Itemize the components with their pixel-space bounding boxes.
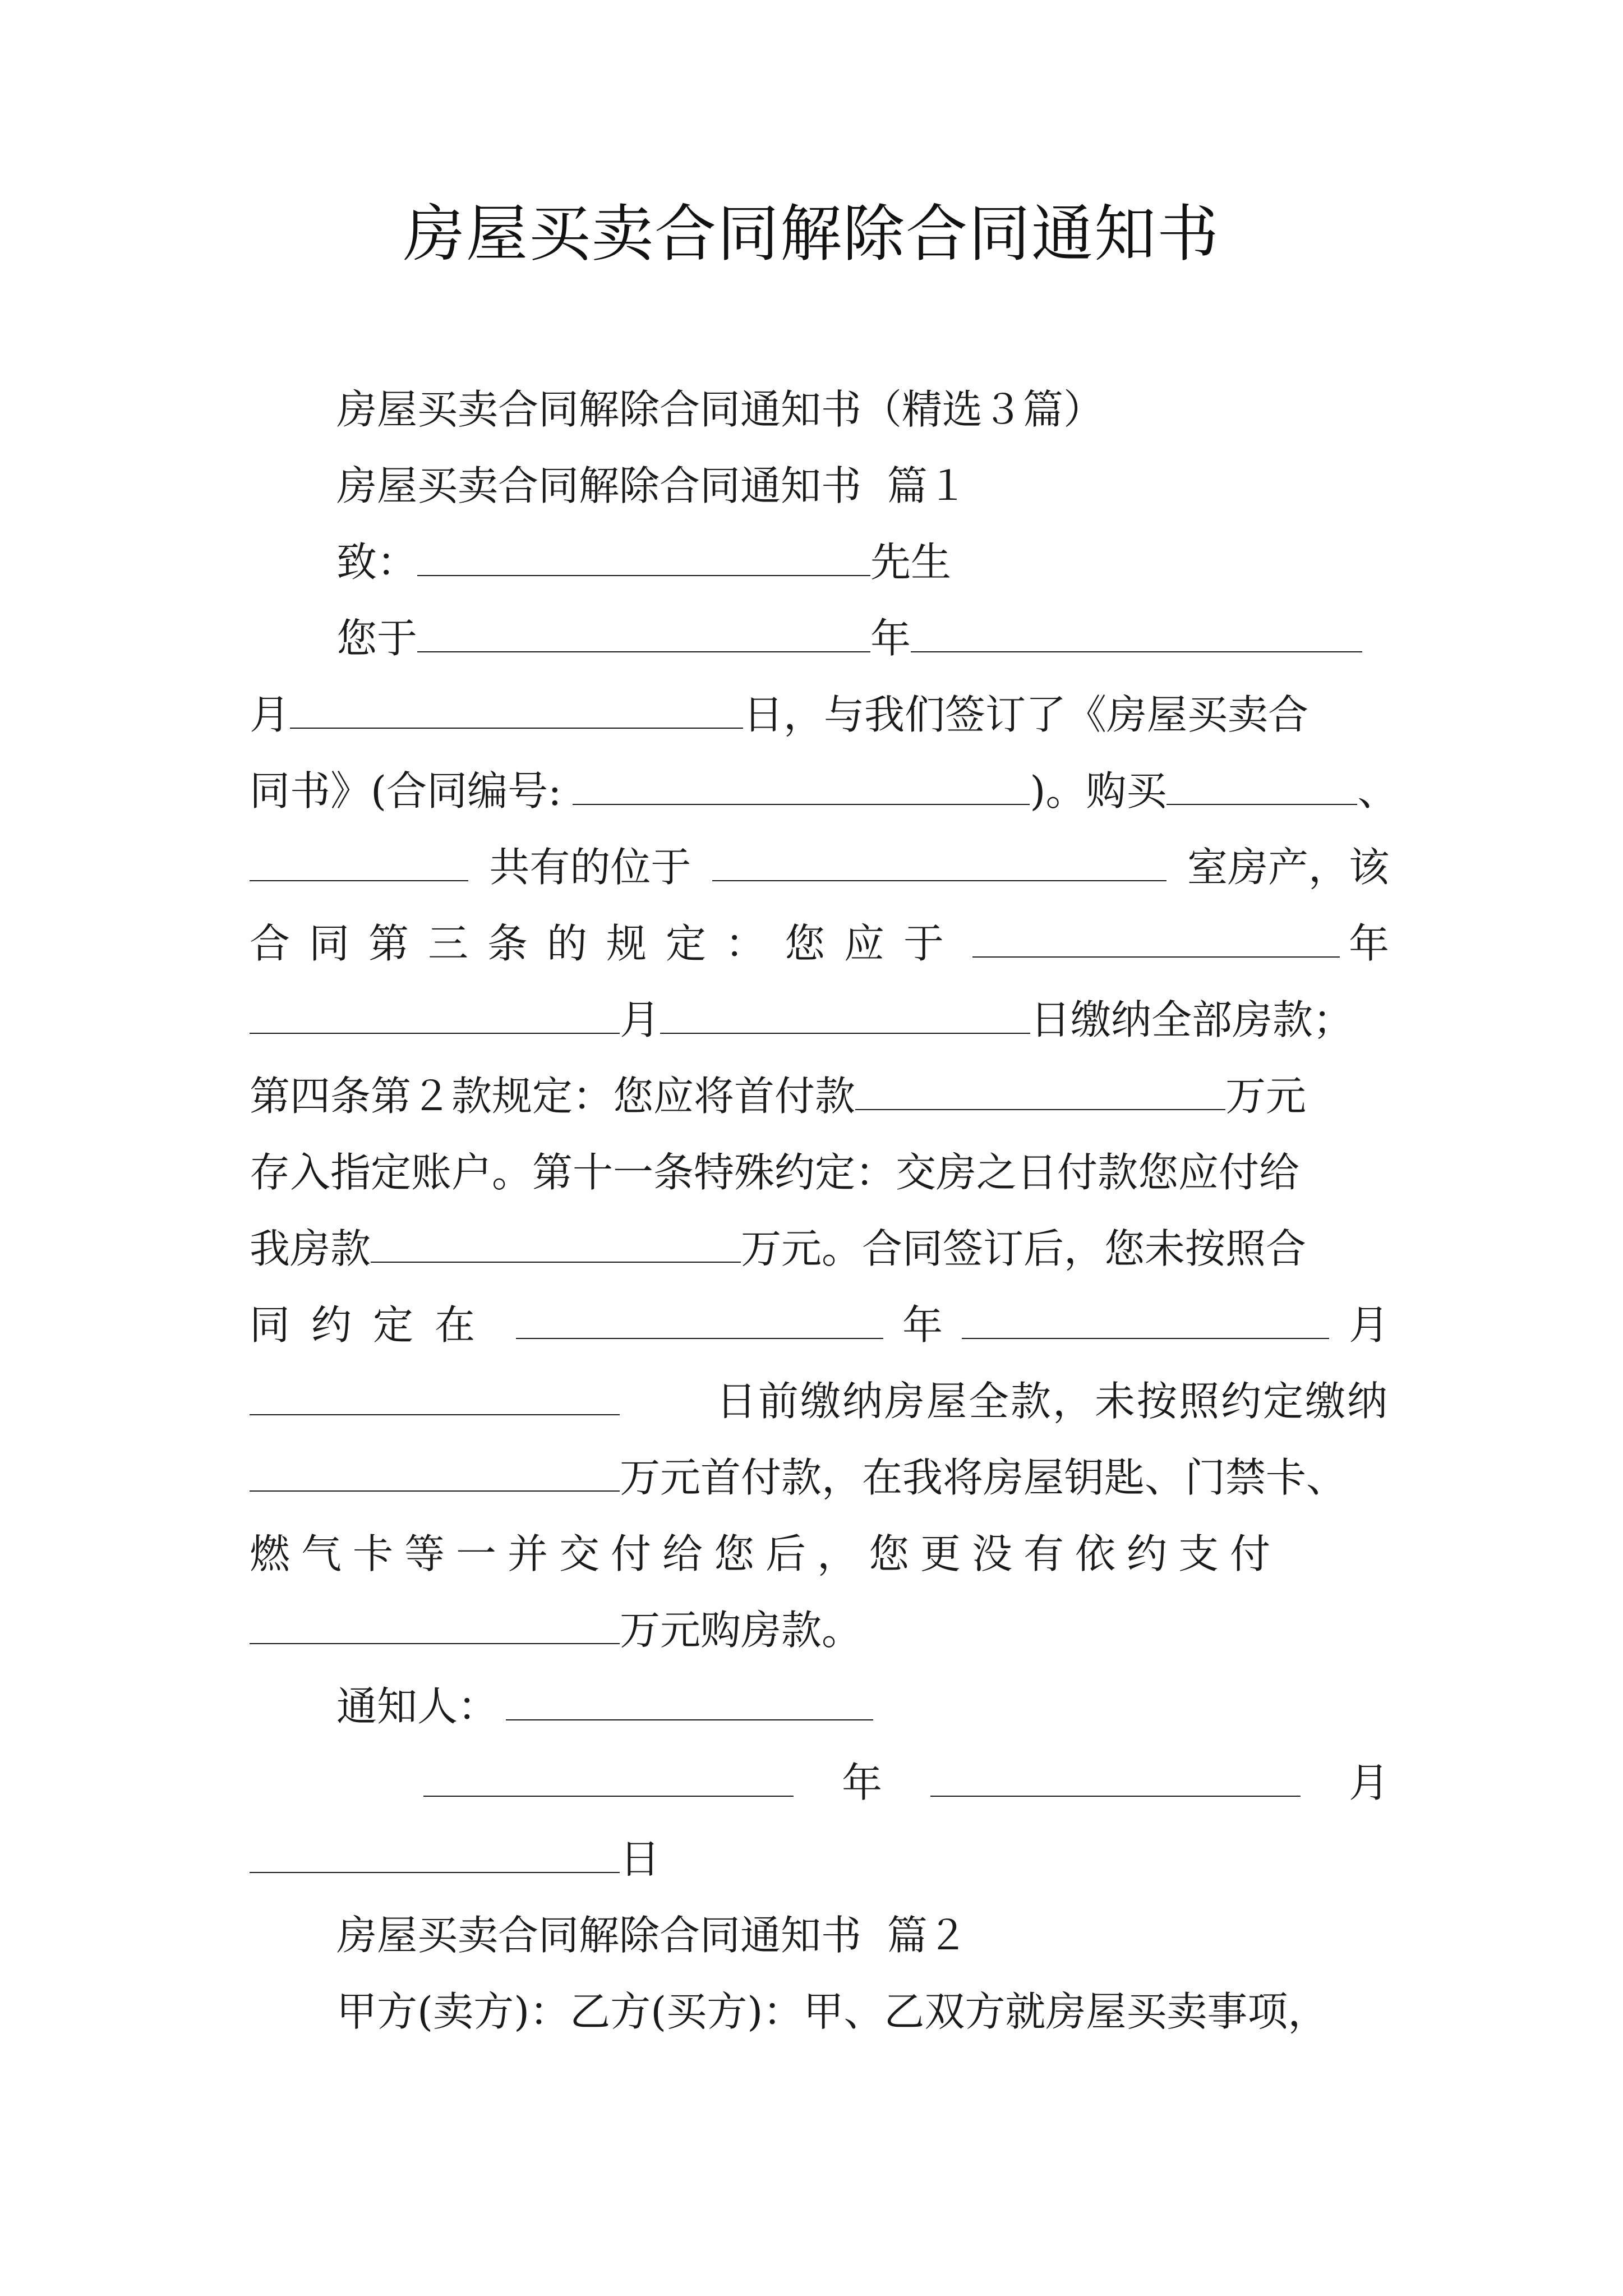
text-segment: 万元购房款。 bbox=[620, 1607, 863, 1654]
text-segment: 月 bbox=[250, 691, 291, 738]
text-segment: 月 bbox=[620, 996, 661, 1043]
text-segment: 年 bbox=[902, 1301, 943, 1349]
text-segment: )。购买 bbox=[1030, 767, 1167, 815]
paragraph-line bbox=[250, 1069, 1389, 1123]
text-segment: 年 bbox=[1348, 920, 1389, 967]
blank-field bbox=[250, 998, 620, 1034]
blank-field bbox=[516, 1303, 883, 1339]
paragraph-line bbox=[250, 993, 1389, 1047]
paragraph-line bbox=[336, 1985, 1389, 2039]
text-segment: 致： bbox=[336, 539, 418, 586]
text-segment: 燃气卡等一并交付给您后，您更没有依约支付 bbox=[250, 1530, 1282, 1577]
text-segment: 万元首付款，在我将房屋钥匙、门禁卡、 bbox=[620, 1454, 1347, 1501]
blank-field bbox=[855, 1074, 1225, 1110]
text-segment: 第四条第２款规定：您应将首付款 bbox=[250, 1073, 856, 1120]
text-segment: 房屋买卖合同解除合同通知书（精选３篇） bbox=[336, 386, 1104, 433]
section-heading-2 bbox=[336, 1908, 1389, 1962]
section-heading-1 bbox=[336, 459, 1389, 513]
paragraph-line bbox=[250, 1145, 1389, 1199]
text-segment: 合同第三条的规定：您应于 bbox=[250, 920, 963, 967]
text-segment: 日，与我们签订了《房屋买卖合 bbox=[743, 691, 1309, 738]
text-segment: 月 bbox=[1348, 1759, 1389, 1806]
text-segment: 万元 bbox=[1225, 1073, 1307, 1120]
text-segment: 您于 bbox=[336, 615, 418, 662]
text-segment: 先生 bbox=[870, 539, 952, 586]
text-segment: 万元。合同签订后，您未按照合 bbox=[741, 1225, 1307, 1272]
blank-field bbox=[250, 1379, 620, 1415]
text-segment: 年 bbox=[870, 615, 911, 662]
blank-field bbox=[371, 1227, 741, 1263]
blank-field bbox=[417, 540, 870, 576]
text-segment: 日缴纳全部房款； bbox=[1030, 996, 1354, 1043]
collection-heading bbox=[336, 383, 1389, 436]
paragraph-line bbox=[250, 688, 1389, 742]
date-line bbox=[423, 1756, 1389, 1810]
paragraph-line bbox=[250, 1374, 1389, 1428]
document-title: 房屋买卖合同解除合同通知书 bbox=[403, 198, 1220, 270]
blank-field bbox=[417, 616, 870, 652]
blank-field bbox=[962, 1303, 1329, 1339]
text-segment: 年 bbox=[841, 1759, 882, 1806]
paragraph-line bbox=[250, 1298, 1389, 1352]
text-segment: 、 bbox=[1357, 767, 1398, 815]
text-segment: 同书》(合同编号: bbox=[250, 767, 562, 815]
text-segment: 房屋买卖合同解除合同通知书 篇１ bbox=[336, 462, 968, 509]
blank-field bbox=[250, 845, 468, 881]
paragraph-line bbox=[250, 1222, 1389, 1276]
blank-field bbox=[506, 1685, 873, 1720]
text-segment: 共有的位于 bbox=[489, 844, 691, 891]
text-segment: 房屋买卖合同解除合同通知书 篇２ bbox=[336, 1912, 968, 1959]
paragraph-line bbox=[250, 1451, 1389, 1504]
blank-field bbox=[573, 769, 1030, 805]
date-line bbox=[250, 1832, 1389, 1886]
paragraph-line bbox=[250, 1527, 1389, 1581]
blank-field bbox=[250, 1608, 620, 1644]
blank-field bbox=[660, 998, 1030, 1034]
text-segment: 日前缴纳房屋全款，未按照约定缴纳 bbox=[716, 1378, 1389, 1425]
paragraph-line bbox=[250, 840, 1389, 894]
notifier-line bbox=[336, 1680, 1389, 1733]
paragraph-line bbox=[250, 917, 1389, 970]
blank-field bbox=[972, 922, 1340, 958]
paragraph-line bbox=[336, 611, 1389, 665]
text-segment: 存入指定账户。第十一条特殊约定：交房之日付款您应付给 bbox=[250, 1149, 1300, 1196]
text-segment: 室房产，该 bbox=[1187, 844, 1389, 891]
text-segment: 同约定在 bbox=[250, 1301, 497, 1349]
text-segment: 日 bbox=[620, 1835, 661, 1883]
text-segment: 通知人： bbox=[336, 1683, 499, 1730]
blank-field bbox=[911, 616, 1362, 652]
paragraph-line bbox=[250, 764, 1398, 818]
text-segment: 甲方(卖方)：乙方(买方)：甲、乙双方就房屋买卖事项， bbox=[336, 1988, 1329, 2035]
blank-field bbox=[290, 693, 743, 729]
blank-field bbox=[712, 845, 1166, 881]
text-segment: 我房款 bbox=[250, 1225, 371, 1272]
blank-field bbox=[423, 1761, 794, 1797]
blank-field bbox=[250, 1456, 620, 1492]
text-segment: 月 bbox=[1348, 1301, 1389, 1349]
blank-field bbox=[250, 1837, 620, 1873]
salutation-line bbox=[336, 535, 1389, 589]
blank-field bbox=[930, 1761, 1301, 1797]
blank-field bbox=[1166, 769, 1357, 805]
paragraph-line bbox=[250, 1603, 1389, 1657]
